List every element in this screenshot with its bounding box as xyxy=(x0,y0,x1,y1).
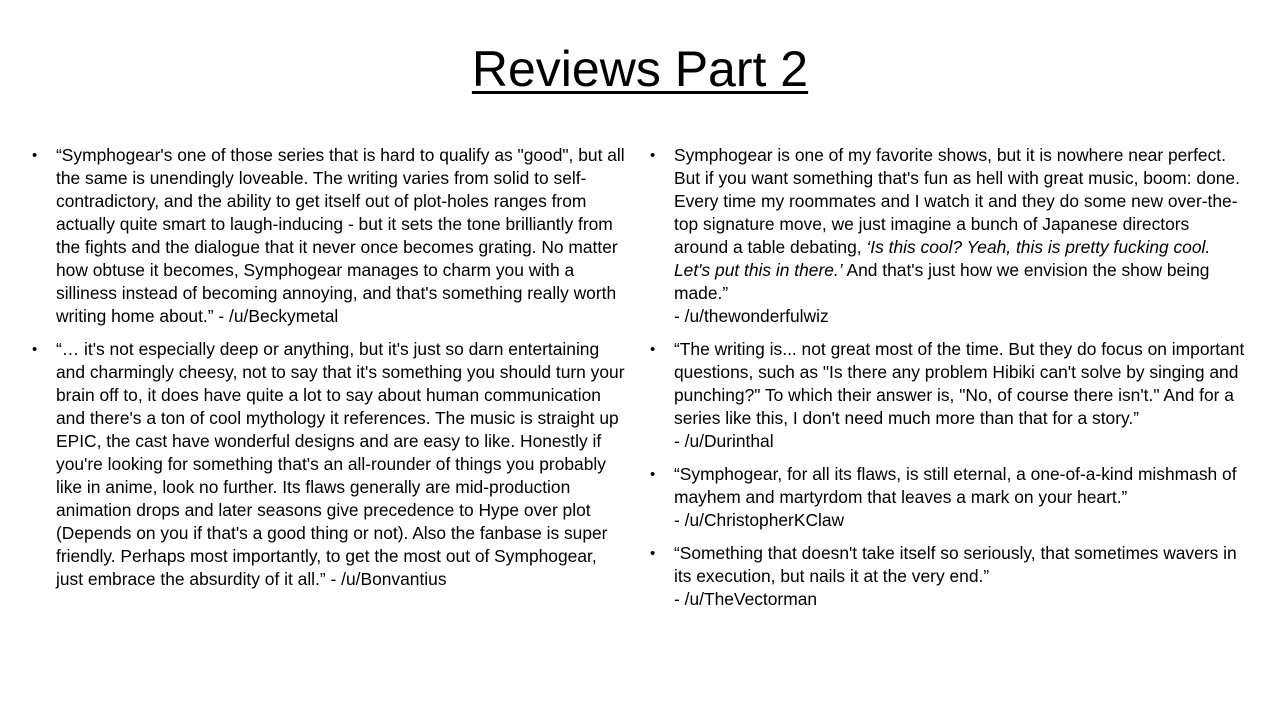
review-author: - /u/thewonderfulwiz xyxy=(674,306,829,326)
review-item-bonvantius xyxy=(32,338,627,591)
review-item-durinthal xyxy=(650,338,1245,453)
bullet-icon: • xyxy=(650,466,656,483)
bullet-icon: • xyxy=(32,341,38,358)
slide-title-text: Reviews Part 2 xyxy=(471,41,809,97)
review-item-christopherkclaw xyxy=(650,463,1245,532)
review-quote: “Symphogear's one of those series that is hard to qualify as "good", but all the same is unendingly loveable. The writing varies from solid to self-contradictory, and the ability to get itself out of plot-holes ranges from actually quite smart to laugh-inducing - but it sets the tone brilliantly from the fights and the dialogue that it never once becomes grating. No matter how obtuse it becomes, Symphogear manages to charm you with a silliness instead of becoming annoying, and that's something really worth writing home about.” xyxy=(56,145,625,326)
bullet-icon: • xyxy=(32,147,38,164)
slide-title xyxy=(0,38,1280,100)
review-quote-start: Symphogear is one of my favorite shows, but it is nowhere near perfect. But if you want something that's fun as hell with great music, boom: done. Every time my roommates and I watch it and they do some new over-the-top signature move, we just imagine a bunch of Japanese directors around a table debating, xyxy=(674,145,1240,257)
review-author: - /u/TheVectorman xyxy=(674,589,818,609)
review-item-thewonderfulwiz xyxy=(650,144,1245,328)
review-author: - /u/Bonvantius xyxy=(325,569,447,589)
right-review-list xyxy=(650,144,1245,621)
review-quote: “Something that doesn't take itself so seriously, that sometimes wavers in its execution, but nails it at the very end.” xyxy=(674,543,1237,586)
review-author: - /u/Beckymetal xyxy=(213,306,339,326)
bullet-icon: • xyxy=(650,545,656,562)
review-quote-end: And that's just how we envision the show being made.” xyxy=(674,260,1210,303)
review-author: - /u/ChristopherKClaw xyxy=(674,510,845,530)
bullet-icon: • xyxy=(650,341,656,358)
review-quote: “… it's not especially deep or anything, but it's just so darn entertaining and charmingly cheesy, not to say that it's something you should turn your brain off to, it does have quite a lot to say about human communication and there's a ton of cool mythology it references. The music is straight up EPIC, the cast have wonderful designs and are easy to like. Honestly if you're looking for something that's an all-rounder of things you probably like in anime, look no further. Its flaws generally are mid-production animation drops and later seasons give precedence to Hype over plot (Depends on you if that's a good thing or not). Also the fanbase is super friendly. Perhaps most importantly, to get the most out of Symphogear, just embrace the absurdity of it all.” xyxy=(56,339,625,589)
review-item-beckymetal xyxy=(32,144,627,328)
bullet-icon: • xyxy=(650,147,656,164)
review-author: - /u/Durinthal xyxy=(674,431,774,451)
review-quote: “Symphogear, for all its flaws, is still eternal, a one-of-a-kind mishmash of mayhem and martyrdom that leaves a mark on your heart.” xyxy=(674,464,1237,507)
review-quote-italic: ‘Is this cool? Yeah, this is pretty fucking cool. Let's put this in there.’ xyxy=(674,237,1211,280)
left-review-list xyxy=(32,144,627,601)
review-quote: “The writing is... not great most of the time. But they do focus on important questions, such as "Is there any problem Hibiki can't solve by singing and punching?" To which their answer is, "No, of course there isn't." And for a series like this, I don't need much more than that for a story.” xyxy=(674,339,1245,428)
review-item-thevectorman xyxy=(650,542,1245,611)
